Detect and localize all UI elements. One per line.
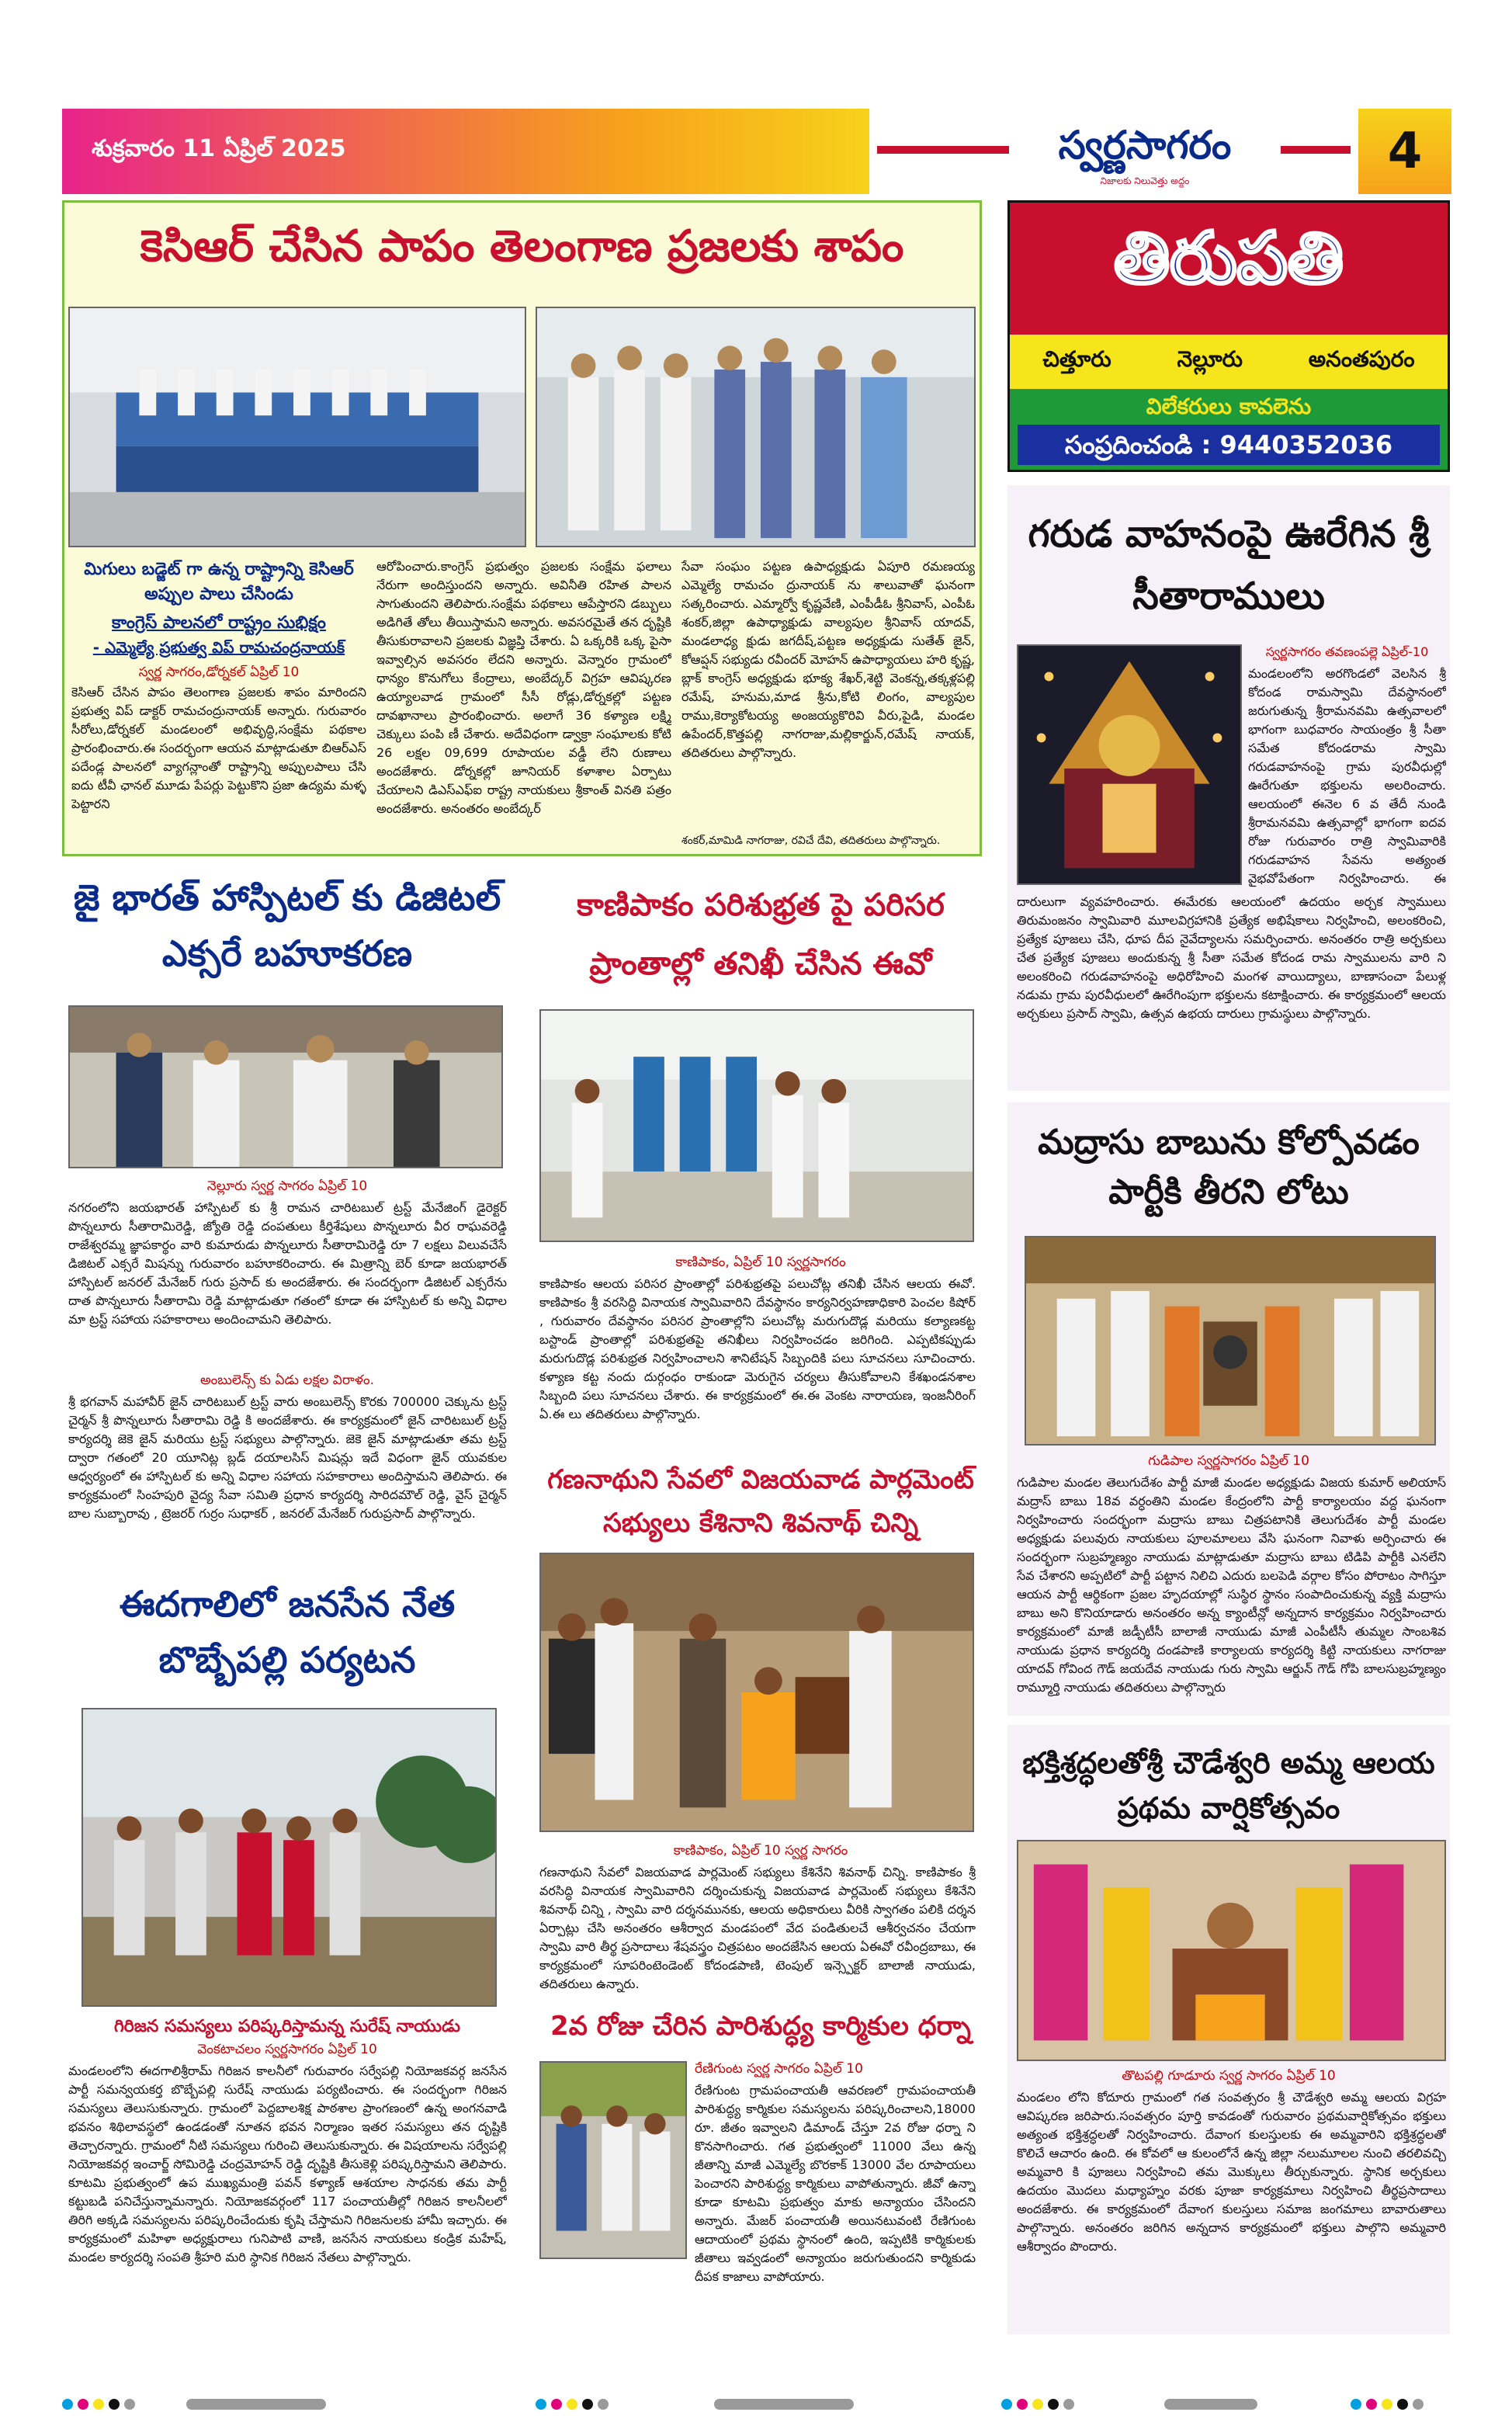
story-temple-dateline: తొటపల్లి గూడూరు స్వర్ణ సాగరం ఏప్రిల్ 10 [1122, 2068, 1336, 2084]
footer-bar-3 [1164, 2399, 1257, 2410]
story-madrasu-dateline: గుడిపాల స్వర్ణసాగరం ఏప్రిల్ 10 [1148, 1453, 1309, 1469]
story-temple-photo [1017, 1840, 1446, 2061]
story-kcr-photo-right [536, 307, 976, 547]
page-number: 4 [1387, 123, 1423, 180]
issue-date: శుక్రవారం 11 ఏప్రిల్ 2025 [92, 135, 346, 162]
page-number-box [1358, 109, 1451, 194]
story-temple-body: మండలం లోని కోదూరు గ్రామంలో గత సంవత్సరం శ్రీ చౌడేశ్వరి అమ్మ ఆలయ విగ్రహ ఆవిష్కరణ జరిపారు.సంవత్సరం పూర్తి కావడంతో గురువారం ప్రథమవార్షికోత్సవం భక్తులు అత్యంత భక్తిశ్రద్ధలతో నిర్వహించారు. దేవాంగ కులస్తులకు ఈ అమ్మవారిని భక్తిశ్రద్ధలతో కొలిచే ఆచారం ఉంది. ఈ కోవలో ఆ కులంలోనే ఉన్న జిల్లా నలుమూలల నుంచి తరలివచ్చి అమ్మవారి కి పూజలు నిర్వహించి తమ మొక్కులు తీర్చుకున్నారు. స్థానిక అర్చకులు ఉదయం మొదలు మధ్యాహ్నం వరకు పూజా కార్యక్రమాలు నిర్వహించి తీర్థప్రసాదాలు అందజేశారు. ఈ కార్యక్రమంలో దేవాంగ కులస్తులు సమాజ జంగమాలు బావారుతాలు పాల్గొన్నారు. అనంతరం జరిగిన అన్నదాన కార్యక్రమంలో భక్తులు పాల్గొని అమ్మవారి ఆశీర్వాదం పొందారు. [1017, 2090, 1446, 2254]
masthead-rule [877, 146, 1009, 154]
story-xray-headline: జై భారత్ హాస్పిటల్ కు డిజిటల్ ఎక్సరే బహూకరణ [73, 876, 501, 974]
story-janasena-photo [81, 1708, 497, 2007]
story-garuda-headline: గరుడ వాహనంపై ఊరేగిన శ్రీ సీతారాములు [1028, 512, 1430, 618]
story-janasena-caption: గిరిజన సమస్యలు పరిష్కరిస్తామన్న సురేష్ నాయుడు [113, 2017, 461, 2036]
footer-registration-marks-3 [1001, 2399, 1074, 2410]
story-strike-photo [539, 2061, 687, 2259]
magenta-dot [1366, 2399, 1377, 2410]
yellow-dot [93, 2399, 104, 2410]
black-dot [109, 2399, 120, 2410]
story-kanipakam-caption: కాణిపాకం, ఏప్రిల్ 10 స్వర్ణసాగరం [675, 1255, 846, 1270]
story-xray-subhead: అంబులెన్స్ కు ఏడు లక్షల విరాళం. [200, 1373, 374, 1388]
cyan-dot [62, 2399, 73, 2410]
footer-registration-marks-2 [536, 2399, 609, 2410]
ad-city-band [1010, 203, 1448, 335]
ad-district-band [1010, 335, 1448, 389]
story-mp-headline: గణనాథుని సేవలో విజయవాడ పార్లమెంట్ సభ్యులు కేశినాని శివనాథ్ చిన్ని [547, 1464, 974, 1539]
story-kcr-col3: సేవా సంఘం పట్టణ ఉపాధ్యక్షుడు ఏపూరి రమణయ్య ఎమ్మెల్యే రామచం ద్రునాయక్ ను శాలువాతో ఘనంగా సత్కరించారు. ఎమ్మార్వో కృష్ణవేణి, ఎంపీడీఓ శ్రీనివాస్, ఎంపీఓ శంకర్,జిల్లా ఉపాధ్యాక్షుడు వాల్యపుల శ్రీనివాస్ యాదవ్, మండలాధ్య క్షుడు జగదీష్,పట్టణ అధ్యక్షుడు సుతేత్ జైన్, కోఆప్షన్ సభ్యుడు రవీందర్ మోహన్ ఉపాధ్యాయలు హరి కృష్ణ, బ్లాక్ కాంగ్రెస్ అధ్యక్షుడు భూక్య శేఖర్,శెట్టి వెంకన్న,తక్కళ్లపల్లి రమేష్, హనుమ,మాడ శ్రీను,కోటి లింగం, వాల్యపుల రాము,కెర్యాకోటయ్య అంజయ్యకొరివి వీరు,పైడి, మండల ఉపేందర్,కొత్తపల్లి నాగరాజు,మల్లికార్జున్,రమేష్ నాయక్, తదితరులు పాల్గొన్నారు. [681, 559, 975, 760]
cyan-dot [536, 2399, 546, 2410]
story-janasena-headline: ఈదగాలిలో జనసేన నేత బొబ్బేపల్లి పర్యటన [119, 1583, 456, 1681]
story-garuda-dateline: స్వర్ణసాగరం తవణంపల్లె ఏప్రిల్-10 [1265, 644, 1429, 659]
masthead-tagline: నిజాలకు నిలువెత్తు అద్దం [1100, 175, 1190, 186]
footer-bar-2 [714, 2399, 854, 2410]
story-garuda-body-full: దారులుగా వ్యవహరించారు. ఈమేరకు ఆలయంలో ఉదయం అర్చక స్వాములు తిరుమంజనం స్వామివారి మూలవిగ్రహానికి ప్రత్యేక అభిషేకాలు నిర్వహించి, అలంకరించి, ప్రత్యేక పూజలు చేసి, ధూప దీప నైవేద్యాలను సమర్పించారు. అనంతరం రాత్రి అర్చకులు చేత ప్రత్యేక పూజలు అందుకున్న శ్రీ సీతా సమేత కోదండ రామ స్వాములను వారి ని అలంకరించి గరుడవాహనంపై అధిరోహించి మంగళ వాయిద్యాలు, బాణాసంచా పేలుళ్ల నడుమ గ్రామ పురవీధులలో ఊరేగింపుగా భక్తులను కటాక్షించారు. ఈ కార్యక్రమంలో ఆలయ అర్చకులు ప్రసాద్ స్వామి, ఉత్సవ ఉభయ దారులు గ్రామస్థులు పాల్గొన్నారు. [1017, 894, 1446, 1021]
masthead-rule-right [1281, 146, 1351, 154]
story-madrasu-body: గుడిపాల మండల తెలుగుదేశం పార్టీ మాజీ మండల అధ్యక్షుడు విజయ కుమార్ అలియాస్ మద్రాస్ బాబు 18వ వర్ధంతిని మండల కేంద్రంలోని పార్టీ కార్యాలయం వద్ద ఘనంగా నిర్వహించారు సందర్భంగా మద్రాసు బాబు చిత్రపటానికి తెలుగుదేశం పార్టీ మండల అధ్యక్షుడు పలువురు నాయకులు పూలమాలలు వేసి ఘనంగా నివాళు అర్పించారు ఈ సందర్భంగా సుబ్రహ్మణ్యం నాయుడు మాట్లాడుతూ మద్రాసు బాబు టిడిపి పార్టీకి ఎనలేని సేవ చేశారని అప్పటిలో పార్టీ పట్టాన నిలిచి ఎదురు బలపెడి వర్గాల కోసం పోరాటం సాగిస్తూ ఆయన పార్టీ ఆర్థికంగా ప్రజల హృదయాల్లో సుస్థిర స్థానం సంపాదించుకున్న వ్యక్తి మద్రాసు బాబు అని కొనియాడారు అనంతరం అన్న క్యాంటీన్లో అన్నదాన కార్యక్రమం నిర్వహించారు కార్యక్రమంలో మాజీ జడ్పీటీసీ బాలాజీ నాయుడు మాజీ ఎంపీటీసీ తుమ్మల సాంబశివ నాయుడు ప్రధాన కార్యదర్శి దండపాణి కార్యాలయ కార్యదర్శి కిట్టి నాయకులు నాగరాజు యాదవ్ గోవింద గౌడ్ జయదేవ నాయుడు గురు స్వామి ఆర్జున్ గౌడ్ గోపి బాలసుబ్రహ్మణ్యం రామ్మూర్తి నాయుడు తదితరులు పాల్గొన్నారు [1017, 1475, 1446, 1695]
magenta-dot [1017, 2399, 1028, 2410]
story-kcr-col3-tail: శంకర్,మామిడి నాగరాజు, రవిచే దేవి, తదితరులు పాల్గొన్నారు. [681, 835, 941, 847]
story-strike-dateline: రేణిగుంట స్వర్ణ సాగరం ఏప్రిల్ 10 [695, 2061, 863, 2077]
date-box [62, 109, 869, 194]
story-janasena-body: మండలంలోని ఈదగాలిశ్రీరామ్ గిరిజన కాలనీలో గురువారం సర్వేపల్లి నియోజకవర్గ జనసేన పార్టీ సమన్వయకర్త బొబ్బేపల్లి సురేష్ నాయుడు పర్యటించారు. ఈ సందర్భంగా గిరిజన సమస్యలు తెలుసుకున్నారు. గ్రామంలో పెద్దబాలశిక్ష పాఠశాల ప్రాంగణంలో ఉన్న అంగనవాడి భవనం శిథిలావస్థలో ఉండడంతో నూతన భవన నిర్మాణం ఇతర సమస్యలు తన దృష్టికి తెచ్చారన్నారు. గ్రామంలో నీటి సమస్యలు గురించి తెలుసుకున్నారు. ఈ విషయాలను సర్వేపల్లి నియోజకవర్గ ఇంచార్జ్ సోమిరెడ్డి చంద్రమోహన్ రెడ్డి దృష్టికి తీసుకెళ్లి పరిష్కరిస్తామని తెలిపారు. కూటమి ప్రభుత్వంలో ఉప ముఖ్యమంత్రి పవన్ కళ్యాణ్ ఆశయాల సాధనకు తమ పార్టీ కట్టుబడి పనిచేస్తున్నామన్నారు. నియోజకవర్గంలో 117 పంచాయతీల్లో గిరిజన కాలనీలలో తిరిగి అక్కడి సమస్యలను పరిష్కరించేందుకు కృషి చేస్తామని గిరిజనులకు హామీ ఇచ్చారు. ఈ కార్యక్రమంలో మహిళా అధ్యక్షురాలు గునిపాటి వాణి, జనసేన నాయకులు కండ్రిక మహేష్, మండల కార్యదర్శి సంపతి శ్రీహరి మరి స్థానిక గిరిజన నేతలు పాల్గొన్నారు. [68, 2063, 507, 2265]
story-xray-photo [68, 1005, 503, 1168]
story-madrasu-headline: మద్రాసు బాబును కోల్పోవడం పార్టీకి తీరని లోటు [1038, 1123, 1420, 1212]
story-xray-body: నగరంలోని జయభారత్ హాస్పిటల్ కు శ్రీ రామన చారిటబుల్ ట్రస్ట్ మేనేజింగ్ డైరెక్టర్ పొన్నలూరు సీతారామిరెడ్డి, జ్యోతి రెడ్డి దంపతులు కీర్తిశేషులు పొన్నలూరు వీర రాఘవరెడ్డి రాజేశ్వరమ్మ జ్ఞాపకార్థం వారి కుమారుడు పొన్నలూరు సీతారామిరెడ్డి రూ 7 లక్షలు విలువచేసే డిజిటల్ ఎక్సరే మిషన్ను గురువారం బహూకరించారు. ఈ మిత్రాన్ని బెర్ కూడా జయభారత్ హాస్పిటల్ జనరల్ మేనేజర్ గురు ప్రసాద్ కు అందజేశారు. ఈ సందర్భంగా డిజిటల్ ఎక్సరేను దాత పొన్నలూరు సీతారామి రెడ్డి మాట్లాడుతూ గతంలో కూడా ఈ హాస్పిటల్ కు అన్ని విధాల మా ట్రస్ట్ సహాయ సహకారాలు అందించామని తెలిపారు. [68, 1200, 507, 1327]
masthead-title: స్వర్ణసాగరం [1058, 123, 1232, 168]
story-mp-caption: కాణిపాకం, ఏప్రిల్ 10 స్వర్ణ సాగరం [673, 1843, 848, 1859]
tirupati-ad [1007, 200, 1450, 472]
grey-dot [1413, 2399, 1424, 2410]
grey-dot [598, 2399, 609, 2410]
black-dot [582, 2399, 593, 2410]
story-xray-dateline: నెల్లూరు స్వర్ణ సాగరం ఏప్రిల్ 10 [206, 1178, 368, 1194]
story-janasena-dateline: వెంకటాచలం స్వర్ణసాగరం ఏప్రిల్ 10 [197, 2042, 377, 2057]
story-kcr-col2: ఆరోపించారు.కాంగ్రెస్ ప్రభుత్వం ప్రజలకు సంక్షేమ ఫలాలు నేరుగా అందిస్తుందని అన్నారు. అవినీతి రహిత పాలన సాగుతుందని తెలిపారు.సంక్షేమ పథకాలు ఆపేస్తారని డబ్బులు అడిగితే తోలు తీయిస్తామని అన్నారు. అవసరమైతే తన దృష్టికి తీసుకురావాలని ప్రజలకు విజ్ఞప్తి చేశారు. ఏ ఒక్కరికి ఒక్క పైసా ఇవ్వాల్సిన అవసరం లేదని అన్నారు. వెన్నారం గ్రామంలో ధాన్యం కొనుగోలు కేంద్రాలు, అంబేద్కర్ విగ్రహ ఆవిష్కరణ ఉయ్యాలవాడ గ్రామంలో సీసీ రోడ్లు,డోర్నకల్లో పట్టణ దావఖానాలు ప్రారంభించారు. అలాగే 36 కళ్యాణ లక్ష్మి చెక్కులు పంపి ణీ చేశారు. అదేవిధంగా డ్వాక్రా సంఘాలకు కోటి 26 లక్షల 09,699 రూపాయల వడ్డీ లేని రుణాలు అందజేశారు. డోర్నకల్లో జూనియర్ కళాశాల ఏర్పాటు చేయాలని డిఎస్ఎఫ్ఐ రాష్ట్ర నాయకులు శ్రీకాంత్ వినతి పత్రం అందజేశారు. అనంతరం అంబేద్కర్ [376, 559, 671, 816]
story-mp-photo [539, 1553, 974, 1832]
yellow-dot [1032, 2399, 1043, 2410]
ad-wanted-band [1010, 389, 1448, 470]
ad-city: తిరుపతి [1114, 217, 1344, 300]
yellow-dot [567, 2399, 577, 2410]
story-strike-body: రేణిగుంట గ్రామపంచాయతీ ఆవరణలో గ్రామపంచాయతీ పారిశుద్ధ్య కార్మికుల సమస్యలను పరిష్కరించాలని,18000 రూ. జీతం ఇవ్వాలని డిమాండ్ చేస్తూ 2వ రోజు ధర్నా ని కొనసాగించారు. గత ప్రభుత్వంలో 11000 వేలు ఉన్న జీతాన్ని మాజీ ఎమ్మెల్యే బొరకాక్ 13000 వేల రూపాయలు పెంచారని పారిశుద్ధ్య కార్మికులు వాపోతున్నారు. జీవో ఉన్నా కూడా కూటమి ప్రభుత్వం మాకు అన్యాయం చేసిందని అన్నారు. మేజర్ పంచాయతీ అయినటువంటి రేణిగుంట ఆదాయంలో ప్రథమ స్థానంలో ఉంది, ఇప్పటికి కార్మికులకు జీతాలు ఇవ్వడంలో అన్యాయం జరుగుతుందని కార్మికుడు దీపక కాజాలు వాపోయారు. [695, 2083, 976, 2284]
black-dot [1397, 2399, 1408, 2410]
masthead-logo [1017, 109, 1273, 194]
story-xray-body-2: శ్రీ భగవాన్ మహావీర్ జైన్ చారిటబుల్ ట్రస్ట్ వారు అంబులెన్స్ కొరకు 700000 చెక్కును ట్రస్ట్ చైర్మన్ శ్రీ పొన్నలూరు సీతారామి రెడ్డి కి అందజేశారు. ఈ కార్యక్రమంలో జైన్ చారిటబుల్ ట్రస్ట్ కార్యదర్శి జెకె జైన్ మరియు ట్రస్ట్ సభ్యులు పాల్గొన్నారు. జెకె జైన్ మాట్లాడుతూ తమ ట్రస్ట్ ద్వారా గతంలో 20 యూనిట్ల బ్లడ్ దయాలసిస్ మిషన్లు ఇదే విధంగా జైన్ యువకుల ఆధ్వర్యంలో ఈ హాస్పిటల్ కు అన్ని విధాల సహాయ సహకారాలు అందిస్తామని తెలిపారు. ఈ కార్యక్రమంలో సింహపురి వైద్య సేవా సమితి ప్రధాన కార్యదర్శి సారిదమౌల్ రెడ్డి, వైస్ చైర్మన్ బాల సుబ్బారావు , ట్రెజరర్ గుర్రం సుధాకర్ , జనరల్ మేనేజర్ గురుప్రసాద్ పాల్గొన్నారు. [68, 1394, 507, 1521]
story-kcr-photo-left [68, 307, 526, 547]
story-mp-body: గణనాథుని సేవలో విజయవాడ పార్లమెంట్ సభ్యులు కేశినేని శివనాథ్ చిన్ని. కాణిపాకం శ్రీ వరసిద్ధి వినాయక స్వామివారిని దర్శించుకున్న విజయవాడ పార్లమెంట్ సభ్యులు కేశినేని శివనాథ్ చిన్ని , స్వామి వారి దర్శనమునకు, ఆలయ అధికారులు వీరికి స్వాగతం పలికి దర్శన ఏర్పాట్లు చేసి అనంతరం ఆశీర్వాద మండపంలో వేద పండితులచే ఆశీర్వచనం చేయగా స్వామి వారి తీర్థ ప్రసాదాలు శేషవస్త్రం చిత్రపటం అందజేసిన ఆలయ ఏఈవో రవీంద్రబాబు, ఈ కార్యక్రమంలో సూపరింటెండెంట్ కోదండపాణి, టెంపుల్ ఇన్స్పెక్టర్ బాలాజీ నాయుడు, తదితరులు ఉన్నారు. [539, 1865, 976, 1991]
ad-district-2: నెల్లూరు [1177, 346, 1243, 372]
story-kanipakam-photo [539, 1009, 974, 1242]
story-kanipakam-headline: కాణిపాకం పరిశుభ్రత పై పరిసర ప్రాంతాల్లో తనిఖీ చేసిన ఈవో [577, 887, 945, 982]
story-garuda-photo [1017, 644, 1242, 885]
magenta-dot [78, 2399, 88, 2410]
black-dot [1048, 2399, 1059, 2410]
footer-registration-marks-1 [62, 2399, 135, 2410]
footer-bar-1 [186, 2399, 326, 2410]
ad-district-1: చిత్తూరు [1042, 346, 1111, 372]
story-kcr-subhead-3: - ఎమ్మెల్యే ప్రభుత్వ విప్ రామచంద్రనాయక్ [92, 638, 345, 657]
ad-district-3: అనంతపురం [1308, 346, 1415, 372]
masthead-bar [62, 109, 1451, 194]
magenta-dot [551, 2399, 562, 2410]
story-kcr-headline: కెసిఆర్ చేసిన పాపం తెలంగాణ ప్రజలకు శాపం [140, 221, 904, 272]
story-strike-headline: 2వ రోజు చేరిన పారిశుద్ధ్య కార్మికుల ధర్నా [550, 2011, 971, 2042]
footer-registration-marks-4 [1351, 2399, 1424, 2410]
story-kcr-dateline: స్వర్ణ సాగరం,డోర్నకల్ ఏప్రిల్ 10 [138, 665, 300, 680]
story-kcr-subhead-2: కాంగ్రెస్ పాలనలో రాష్ట్రం సుభిక్షం [112, 613, 326, 633]
story-garuda-body-right: మండలంలోని అరగొండలో వెలసిన శ్రీ కోదండ రామస్వామి దేవస్థానంలో జరుగుతున్న శ్రీరామనవమి ఉత్సవాలలో భాగంగా బుధవారం సాయంత్రం శ్రీ సీతా సమేత కోదండరామ స్వామి గరుడవాహనంపై గ్రామ పురవీధుల్లో ఊరేగుతూ భక్తులను అలరించారు. ఆలయంలో ఈనెల 6 వ తేదీ నుండి శ్రీరామనవమి ఉత్సవాల్లో భాగంగా ఐదవ రోజు గురువారం రాత్రి స్వామివారికి గరుడవాహన సేవను అత్యంత వైభవోపేతంగా నిర్వహించారు. ఈ [1248, 666, 1446, 886]
ad-wanted: విలేకరులు కావలెను [1146, 394, 1312, 419]
cyan-dot [1001, 2399, 1012, 2410]
story-kcr-col1: కెసిఆర్ చేసిన పాపం తెలంగాణ ప్రజలకు శాపం మారిందని ప్రభుత్వ విప్ డాక్టర్ రామచంద్రునాయక్ అన్నారు. గురువారం సీరోలు,డోర్నకల్ మండలంలో అభివృద్ధి,సంక్షేమ పథకాల ప్రారంభించారు.ఈ సందర్భంగా ఆయన మాట్లాడుతూ బిఆర్ఎస్ పదేండ్ల పాలనలో వ్యాగన్లాంతో రాష్ట్రాన్ని అప్పులపాలు చేసి ఐదు టీవీ ఛానల్ మూడు పేపర్లు పెట్టుకొని ప్రజా ఉద్యమ మళ్ళ పెట్టారని [71, 685, 366, 811]
grey-dot [1063, 2399, 1074, 2410]
story-kanipakam-body: కాణిపాకం ఆలయ పరిసర ప్రాంతాల్లో పరిశుభ్రతపై పలుచోట్ల తనిఖీ చేసిన ఆలయ ఈవో. కాణిపాకం శ్రీ వరసిద్ధి వినాయక స్వామివారిని దేవస్థానం కార్యనిర్వహణాధికారి పెంచల కిషోర్ , గురువారం దేవస్థానం పరిసర ప్రాంతాల్లోని పలుచోట్ల మరుగుదొడ్ల మరియు కల్యాణకట్ట బస్టాండ్ ప్రాంతాల్లో పరిశుభ్రతపై తనిఖీలు నిర్వహించడం జరిగింది. ఎప్పటికప్పుడు మరుగుదొడ్ల పరిశుభ్రత నిర్వహించాలని శానిటేషన్ సిబ్బందికి పలు సూచనలు సూచించారు. కళ్యాణ కట్ట నందు దుర్గంధం రాకుండా మెరుగైన చర్యలు తీసుకోవాలని కేశఖండనశాల సిబ్బంది పలు సూచనలు చేశారు. ఈ కార్యక్రమంలో ఈ.ఈ వెంకట నారాయణ, ఇంజనీరింగ్ ఏ.ఈ లు తదితరులు పాల్గొన్నారు. [539, 1276, 976, 1421]
story-madrasu-photo [1025, 1236, 1436, 1446]
ad-contact: సంప్రదించండి : 9440352036 [1018, 425, 1440, 465]
cyan-dot [1351, 2399, 1361, 2410]
yellow-dot [1382, 2399, 1392, 2410]
story-kcr-subhead-1: మిగులు బడ్జెట్ గా ఉన్న రాష్ట్రాన్ని కెసిఆర్ అప్పుల పాలు చేసిండు [84, 560, 354, 604]
story-temple-headline: భక్తిశ్రద్ధలతోశ్రీ చౌడేశ్వరి అమ్మ ఆలయ ప్రథమ వార్షికోత్సవం [1022, 1746, 1435, 1825]
grey-dot [124, 2399, 135, 2410]
